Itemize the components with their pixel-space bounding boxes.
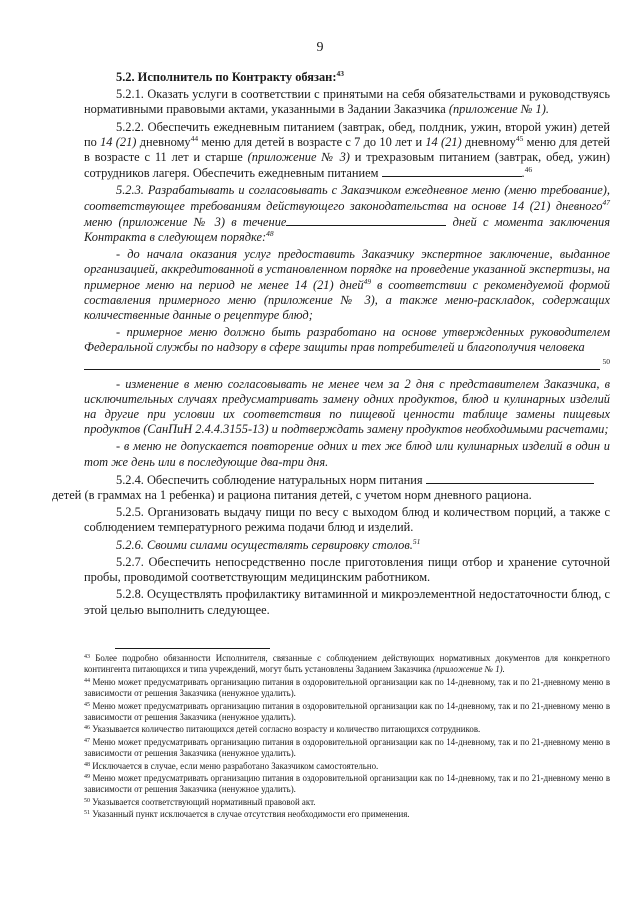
clause-5-2-3-text-c: дней с момента заключения Контракта в следующем порядке: — [84, 214, 610, 245]
footnote-46 — [84, 724, 610, 735]
contract-section-5-2 — [52, 69, 610, 620]
footnote-45 — [84, 701, 610, 724]
clause-5-2-3 — [84, 183, 610, 245]
blank-field-legal-act[interactable] — [84, 358, 600, 370]
footnote-49 — [84, 773, 610, 796]
blank-line-legal-act: 50 — [84, 358, 610, 373]
footnote-text: Исключается в случае, если меню разработано Заказчиком самостоятельно. — [92, 760, 379, 771]
bullet-2-text: - примерное меню должно быть разработано на основе утвержденных руководителем Федеральной службы по надзору в сфере защиты прав потребителей и благополучия человека — [84, 325, 610, 355]
clause-5-2-6 — [84, 538, 610, 553]
blank-field-days[interactable] — [286, 214, 446, 226]
footnote-text: Меню может предусматривать организацию питания в оздоровительной организации как по 14-дневному, так и по 21-дневному меню в зависимости от решения Заказчика (ненужное удалить). — [84, 736, 611, 759]
footnote-text: Указывается соответствующий нормативный правовой акт. — [92, 796, 316, 807]
bullet-expert-conclusion — [84, 247, 610, 323]
footnote-text: Меню может предусматривать организацию питания в оздоровительной организации как по 14-дневному, так и по 21-дневному меню в зависимости от решения Заказчика (ненужное удалить). — [84, 676, 611, 699]
footnote-text: Более подробно обязанности Исполнителя, связанные с соблюдением действующих нормативных документов для конкретного контингента питающихся и типа учреждений, могут быть установлены Заданием Заказчика — [84, 653, 610, 675]
footnote-ref-48: 48 — [266, 229, 274, 239]
clause-5-2-4 — [52, 472, 610, 503]
bullet-1-text-a: - до начала оказания услуг предоставить Заказчику экспертное заключение, выданное организацией, аккредитованной в установленном порядке на проведение указанной экспертизы, на примерное меню на период не менее 14 (21) дней — [84, 247, 610, 292]
bullet-sample-menu — [84, 325, 610, 355]
section-heading — [84, 70, 610, 85]
clause-5-2-2-days-2: 14 (21) — [425, 134, 462, 149]
footnote-44 — [84, 677, 610, 700]
footnote-51 — [84, 809, 610, 820]
clause-5-2-2-end: . — [521, 166, 525, 181]
footnote-number: 48 — [84, 761, 90, 768]
bullet-menu-changes: - изменение в меню согласовывать не менее чем за 2 дня с представителем Заказчика, в исключительных случаях предусматривать замену одних продуктов, блюд и кулинарных изделий на другие при условии их соответствия по пищевой ценности таблице замены пищевых продуктов (СанПиН 2.4.4.3155-13) и подтверждать замену продуктов необходимыми расчетами; — [84, 376, 610, 437]
footnote-number: 47 — [84, 737, 90, 744]
footnote-50 — [84, 797, 610, 808]
footnote-text: Меню может предусматривать организацию питания в оздоровительной организации как по 14-дневному, так и по 21-дневному меню в зависимости от решения Заказчика (ненужное удалить). — [84, 700, 611, 723]
footnote-number: 51 — [84, 810, 90, 817]
clause-5-2-1-ref: (приложение № 1). — [448, 102, 549, 117]
clause-5-2-2-ref: (приложение № 3) — [247, 150, 350, 165]
clause-5-2-2-text-f: и трехразовым питанием (завтрак, обед, ужин) сотрудников лагеря. Обеспечить ежедневным питанием — [84, 150, 610, 181]
clause-5-2-2 — [84, 120, 610, 182]
footnote-ref-44: 44 — [190, 133, 199, 143]
clause-5-2-2-text-e: меню для детей в возрасте с 11 лет и старше — [84, 134, 610, 165]
footnote-text: Меню может предусматривать организацию питания в оздоровительной организации как по 14-дневному, так и по 21-дневному меню в зависимости от решения Заказчика (ненужное удалить). — [84, 773, 611, 795]
section-heading-text: 5.2. Исполнитель по Контракту обязан: — [116, 70, 337, 84]
clause-5-2-2-text-b: дневному — [136, 134, 191, 149]
clause-5-2-3-text-a: 5.2.3. Разрабатывать и согласовывать с Заказчиком ежедневное меню (меню требование), соответствующее требованиям действующего законодательства на основе 14 (21) дневного — [84, 183, 610, 213]
footnote-number: 50 — [84, 797, 90, 804]
footnote-text: Указывается количество питающихся детей согласно возрасту и количество питающихся сотрудников. — [92, 724, 481, 735]
footnote-ref-43: 43 — [336, 69, 344, 78]
clause-5-2-2-days-1: 14 (21) — [100, 134, 137, 149]
clause-5-2-3-text-b: меню (приложение № 3) в течение — [84, 214, 287, 229]
footnote-ref-51: 51 — [412, 536, 421, 546]
footnote-text: Указанный пункт исключается в случае отсутствия необходимости его применения. — [92, 809, 410, 820]
blank-field-staff-count[interactable] — [382, 165, 522, 177]
clause-5-2-5: 5.2.5. Организовать выдачу пищи по весу с выходом блюд и количеством порций, а также с соблюдением температурного режима подачи блюд и изделий. — [84, 505, 610, 535]
clause-5-2-2-text-d: дневному — [461, 134, 516, 149]
footnote-47 — [84, 737, 610, 760]
bullet-1-text-b: в соответствии с рекомендуемой формой составления примерного меню (приложение № 3), а также меню-раскладок, содержащих количественные данные о рецептуре блюд; — [84, 277, 610, 323]
footnote-ref-45: 45 — [515, 133, 524, 143]
clause-5-2-6-text: 5.2.6. Своими силами осуществлять сервировку столов. — [116, 537, 413, 552]
clause-5-2-2-text-c: меню для детей в возрасте с 7 до 10 лет и — [198, 134, 426, 149]
clause-5-2-2-text-a: 5.2.2. Обеспечить ежедневным питанием (завтрак, обед, полдник, ужин, второй ужин) детей по — [84, 119, 610, 149]
clause-5-2-4-text-b: детей (в граммах на 1 ребенка) и рациона питания детей, с учетом норм дневного рациона. — [52, 488, 532, 503]
clause-5-2-4-text-a: 5.2.4. Обеспечить соблюдение натуральных норм питания — [116, 472, 426, 487]
clause-5-2-8: 5.2.8. Осуществлять профилактику витаминной и микроэлементной недостаточности блюд, с этой целью выполнить следующее. — [84, 587, 610, 617]
footnote-ref-46: 46 — [524, 165, 533, 175]
clause-5-2-1-text: 5.2.1. Оказать услуги в соответствии с принятыми на себя обязательствами и руководствуясь нормативными правовыми актами, указанными в Задании Заказчика — [84, 87, 610, 117]
footnote-ref-47: 47 — [602, 197, 610, 207]
footnote-number: 43 — [84, 654, 90, 660]
footnote-ref-text: (приложение № 1). — [433, 664, 505, 675]
footnote-ref-49: 49 — [363, 276, 372, 286]
footnotes — [84, 653, 610, 822]
page-number: 9 — [316, 40, 324, 55]
clause-5-2-1 — [84, 87, 610, 117]
footnote-separator — [115, 648, 270, 649]
bullet-no-repeat: - в меню не допускается повторение одних и тех же блюд или кулинарных изделий в один и тот же день или в последующие два-три дня. — [84, 439, 610, 469]
footnote-number: 45 — [84, 701, 90, 708]
blank-field-norms[interactable] — [426, 472, 594, 484]
clause-5-2-7: 5.2.7. Обеспечить непосредственно после приготовления пищи отбор и хранение суточной пробы, проводимой соответствующим медицинским работником. — [84, 554, 610, 585]
footnote-number: 49 — [84, 774, 90, 781]
footnote-number: 46 — [84, 725, 90, 732]
footnote-43 — [84, 653, 610, 676]
footnote-number: 44 — [84, 677, 90, 684]
footnote-48 — [84, 761, 610, 772]
